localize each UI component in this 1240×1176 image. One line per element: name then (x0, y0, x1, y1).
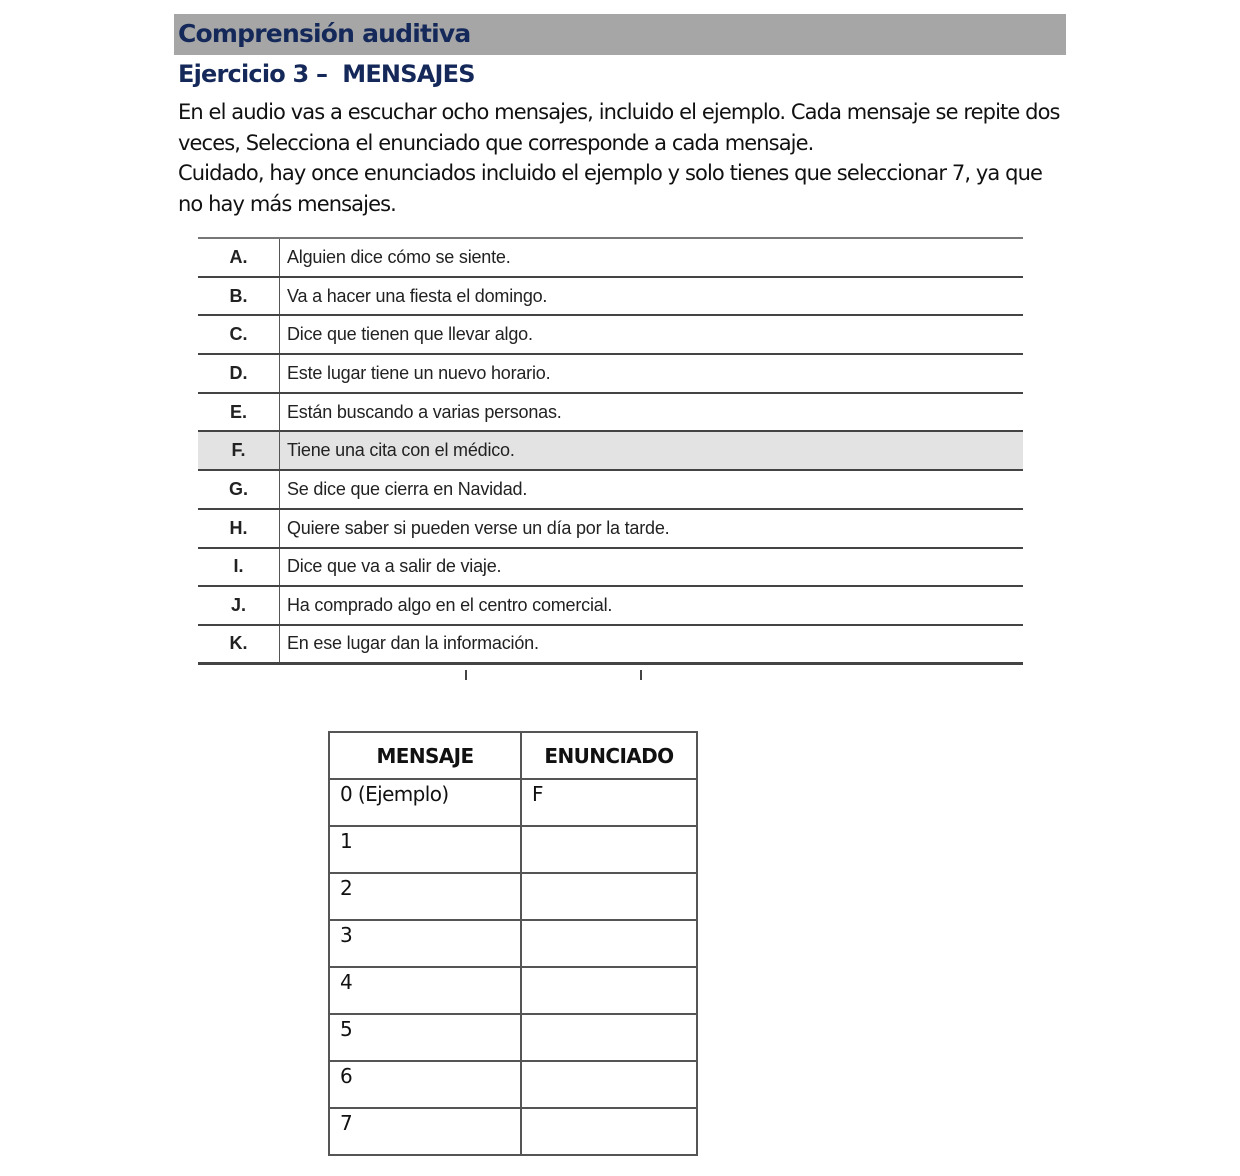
section-header-bar (174, 14, 1066, 55)
statement-letter: I. (198, 548, 280, 587)
statement-letter: J. (198, 586, 280, 625)
statement-row (198, 625, 1023, 664)
header-statement: ENUNCIADO (521, 732, 697, 779)
statement-letter: G. (198, 470, 280, 509)
answer-message: 4 (329, 967, 521, 1014)
answers-table (328, 731, 698, 1156)
statement-text: Este lugar tiene un nuevo horario. (280, 354, 1024, 393)
answer-row (329, 1061, 697, 1108)
statements-table (198, 237, 1023, 665)
answers-header-row (329, 732, 697, 779)
statement-row (198, 586, 1023, 625)
statement-text: Tiene una cita con el médico. (280, 431, 1024, 470)
statement-text: Ha comprado algo en el centro comercial. (280, 586, 1024, 625)
answer-message: 0 (Ejemplo) (329, 779, 521, 826)
statement-row (198, 354, 1023, 393)
answer-row (329, 873, 697, 920)
answer-message: 6 (329, 1061, 521, 1108)
statement-text: Dice que tienen que llevar algo. (280, 315, 1024, 354)
instructions-paragraph-2: Cuidado, hay once enunciados incluido el ejemplo y solo tienes que seleccionar 7, ya que no hay más mensajes. (178, 161, 1043, 216)
answer-row (329, 779, 697, 826)
answer-statement-cell[interactable] (521, 1061, 697, 1108)
table-tick-mark (465, 670, 467, 680)
statement-row (198, 548, 1023, 587)
statement-row-example (198, 431, 1023, 470)
statement-row (198, 509, 1023, 548)
answer-statement-cell[interactable] (521, 1014, 697, 1061)
statement-letter: D. (198, 354, 280, 393)
statement-text: Están buscando a varias personas. (280, 393, 1024, 432)
answer-message: 5 (329, 1014, 521, 1061)
answer-statement-cell[interactable] (521, 967, 697, 1014)
answer-statement-cell[interactable]: F (521, 779, 697, 826)
answer-statement-cell[interactable] (521, 873, 697, 920)
answer-message: 1 (329, 826, 521, 873)
answer-message: 7 (329, 1108, 521, 1155)
answer-message: 3 (329, 920, 521, 967)
instructions-paragraph-1: En el audio vas a escuchar ocho mensajes, incluido el ejemplo. Cada mensaje se repite dos veces, Selecciona el enunciado que corresponde a cada mensaje. (178, 100, 1060, 155)
exercise-title: Ejercicio 3 – MENSAJES (178, 60, 475, 88)
statement-row (198, 277, 1023, 316)
statement-letter: F. (198, 431, 280, 470)
header-message: MENSAJE (329, 732, 521, 779)
statement-row (198, 315, 1023, 354)
statement-text: Quiere saber si pueden verse un día por la tarde. (280, 509, 1024, 548)
answer-message: 2 (329, 873, 521, 920)
statement-letter: K. (198, 625, 280, 664)
statement-letter: E. (198, 393, 280, 432)
answer-statement-cell[interactable] (521, 920, 697, 967)
statement-row (198, 470, 1023, 509)
answer-row (329, 967, 697, 1014)
statement-text: Alguien dice cómo se siente. (280, 238, 1024, 277)
instructions (178, 97, 1068, 219)
statement-letter: C. (198, 315, 280, 354)
statement-row (198, 393, 1023, 432)
statement-text: Dice que va a salir de viaje. (280, 548, 1024, 587)
statement-letter: A. (198, 238, 280, 277)
statement-row (198, 238, 1023, 277)
statement-letter: B. (198, 277, 280, 316)
table-tick-mark (640, 670, 642, 680)
statement-text: Se dice que cierra en Navidad. (280, 470, 1024, 509)
answer-row (329, 920, 697, 967)
section-title: Comprensión auditiva (178, 19, 471, 48)
statement-text: En ese lugar dan la información. (280, 625, 1024, 664)
statement-letter: H. (198, 509, 280, 548)
answer-row (329, 826, 697, 873)
answer-row (329, 1014, 697, 1061)
statement-text: Va a hacer una fiesta el domingo. (280, 277, 1024, 316)
answer-statement-cell[interactable] (521, 1108, 697, 1155)
answer-statement-cell[interactable] (521, 826, 697, 873)
answer-row (329, 1108, 697, 1155)
